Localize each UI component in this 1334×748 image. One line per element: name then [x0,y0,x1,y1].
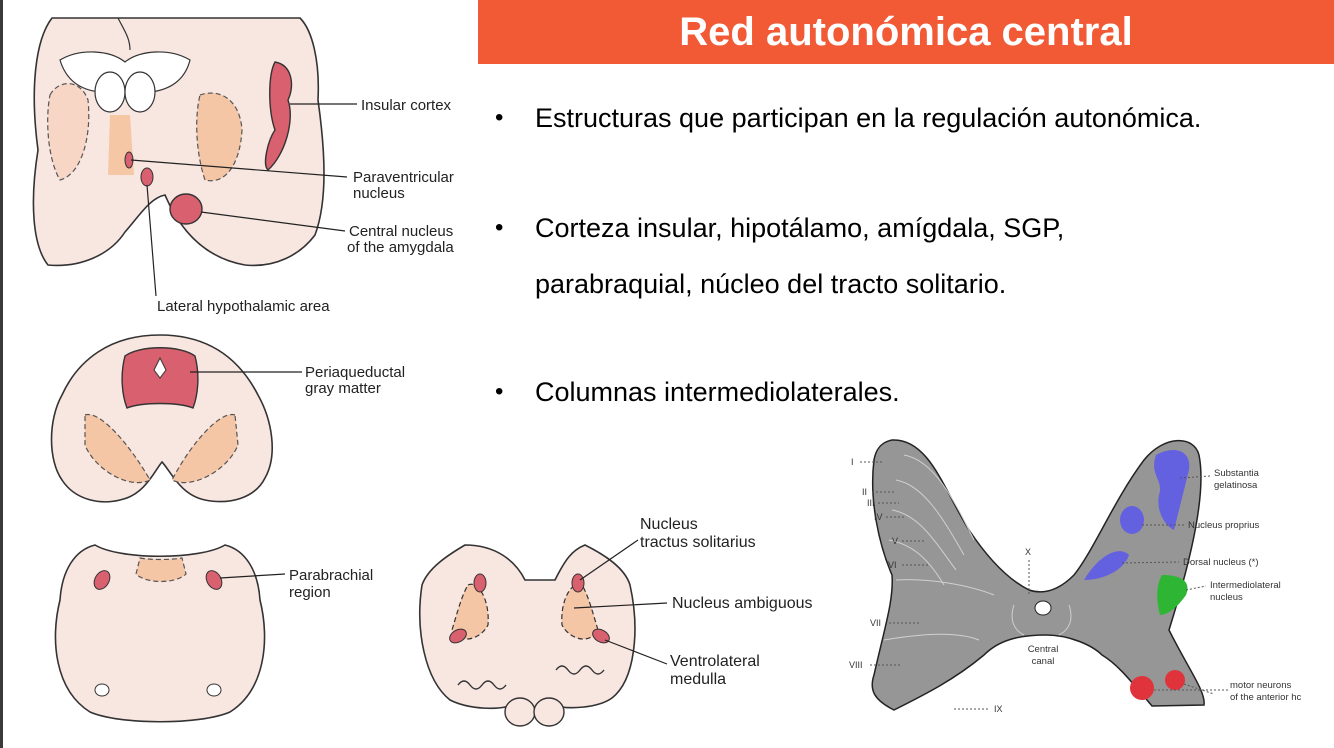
slide-title: Red autonómica central [679,10,1133,54]
vlm-label-2: medulla [670,671,727,688]
pyramid-left [505,698,535,726]
lamina-label-ii: II [862,487,868,497]
pons-section [55,545,373,722]
bullet-text: Columnas intermediolaterales. [535,377,900,407]
iml-label-2: nucleus [1210,592,1243,603]
cord-gray-matter [872,440,1204,710]
motor-neuron-left [1130,676,1154,700]
substantia-label-2: gelatinosa [1214,480,1258,491]
motor-neuron-right [1165,670,1185,690]
central-canal-label-1: Central [1027,644,1059,655]
paraventricular-label-1: Paraventricular [353,169,454,186]
bullet-text: Estructuras que participan en la regulación autonómica. [535,103,1202,133]
lamina-label-vi: VI [888,560,897,570]
lamina-label-iii: III [867,498,875,508]
ambiguous-label: Nucleus ambiguous [672,595,813,612]
parabrachial-label-1: Parabrachial [289,567,374,584]
amygdala-label-2: of the amygdala [347,239,454,256]
caudate-left [95,72,125,112]
lamina-label-ix: IX [994,704,1003,714]
parabrachial-label-2: region [289,584,331,601]
bullet-dot-icon: • [495,378,504,405]
spinal-cord-diagram [834,430,1334,740]
nucleus-proprius-shape [1120,506,1144,534]
central-canal-label-2: canal [1031,656,1055,667]
lamina-label-vii: VII [870,618,882,628]
nts-label-2: tractus solitarius [640,534,756,551]
forebrain-section [33,18,454,315]
lamina-label-x: X [1025,547,1032,557]
amygdala-label-1: Central nucleus [349,223,454,240]
nts-left-shape [474,574,486,592]
pons-hole-right [207,684,221,696]
lamina-label-v: V [892,536,899,546]
lateral-hypothalamic-shape [141,168,153,186]
bullet-text: parabraquial, núcleo del tracto solitario. [535,269,1007,299]
bullet-dot-icon: • [495,214,504,241]
nts-label-1: Nucleus [640,516,698,533]
amygdala-shape [170,194,202,224]
substantia-label-1: Substantia [1214,468,1259,479]
motor-neuron-label-1: motor neurons [1230,680,1292,691]
bullet-dot-icon: • [495,104,504,131]
insular-cortex-label: Insular cortex [361,97,452,114]
medulla-section [420,516,813,726]
proprius-label: Nucleus proprius [1188,520,1260,531]
lamina-label-i: I [851,457,854,467]
pons-orange-region [136,558,186,582]
paraventricular-label-2: nucleus [353,185,405,202]
lateral-hypothalamic-label: Lateral hypothalamic area [157,298,330,315]
pons-hole-left [95,684,109,696]
pag-label-1: Periaqueductal [305,364,406,381]
pag-label-2: gray matter [305,380,381,397]
intermediolateral-nucleus-shape [1157,575,1187,615]
dorsal-nucleus-label: Dorsal nucleus (*) [1183,557,1259,568]
motor-neuron-label-2: of the anterior hc [1230,692,1302,703]
lamina-label-viii: VIII [849,660,863,670]
midbrain-section [52,335,406,502]
iml-label-1: Intermediolateral [1210,580,1281,591]
pyramid-right [534,698,564,726]
bullet-text: Corteza insular, hipotálamo, amígdala, SGP, [535,213,1065,243]
central-canal-shape [1035,601,1051,615]
vlm-label-1: Ventrolateral [670,653,760,670]
caudate-right [125,72,155,112]
nts-right-shape [572,574,584,592]
lamina-label-iv: IV [874,512,883,522]
